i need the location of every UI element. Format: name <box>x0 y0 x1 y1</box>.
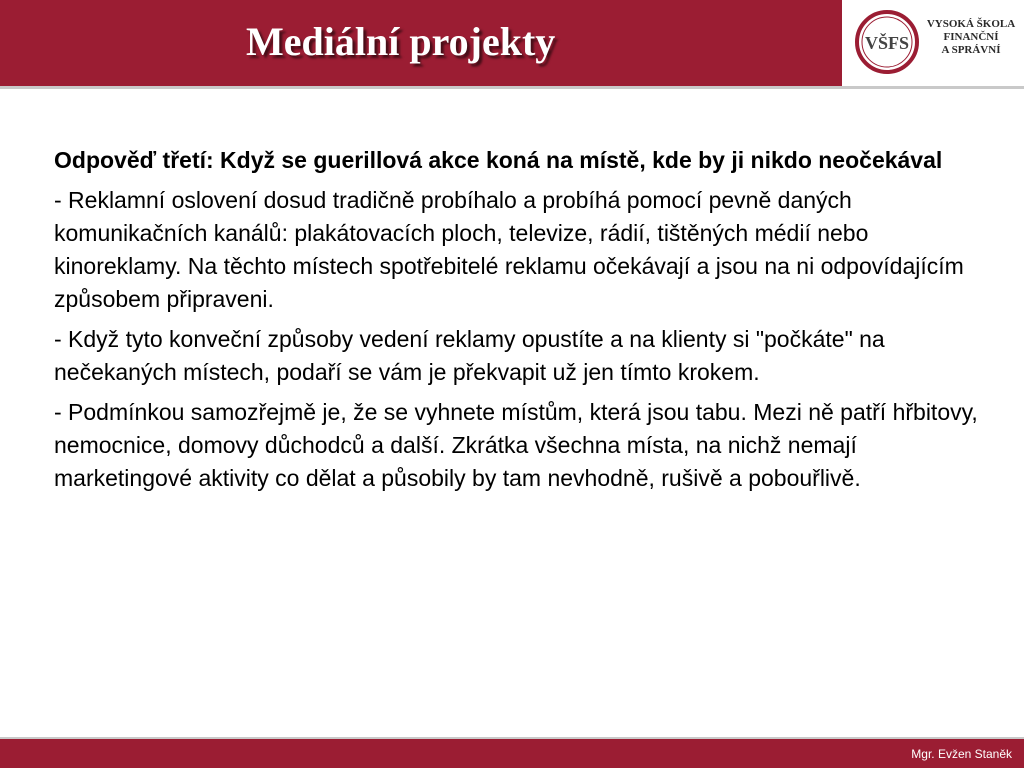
school-logo <box>842 0 1024 86</box>
header-divider <box>0 86 1024 89</box>
logo-wordmark <box>922 18 1020 57</box>
body-paragraph: - Když tyto konveční způsoby vedení reklamy opustíte a na klienty si "počkáte" na nečekaných místech, podaří se vám je překvapit už jen tímto krokem. <box>54 326 885 385</box>
author-name: Mgr. Evžen Staněk <box>911 747 1012 761</box>
answer-heading: Odpověď třetí: Když se guerillová akce koná na místě, kde by ji nikdo neočekával <box>54 147 943 173</box>
body-paragraph: - Podmínkou samozřejmě je, že se vyhnete místům, která jsou tabu. Mezi ně patří hřbitovy, nemocnice, domovy důchodců a další. Zkrátka všechna místa, na nichž nemají marketingové aktivity co dělat a působily by tam nevhodně, rušivě a pobouřlivě. <box>54 399 978 491</box>
logo-line: FINANČNÍ <box>943 31 999 43</box>
header-bar <box>0 0 842 86</box>
logo-initials: VŠFS <box>864 33 910 53</box>
logo-line: VYSOKÁ ŠKOLA <box>926 18 1016 30</box>
vsfs-logo-icon <box>854 9 920 75</box>
slide-title: Mediální projekty <box>246 19 556 64</box>
footer-bar <box>0 739 1024 768</box>
logo-line: A SPRÁVNÍ <box>941 44 1001 56</box>
slide-body <box>54 144 984 502</box>
body-paragraph: - Reklamní oslovení dosud tradičně probíhalo a probíhá pomocí pevně daných komunikačních kanálů: plakátovacích ploch, televize, rádií, tištěných médií nebo kinoreklamy. Na těchto místech spotřebitelé reklamu očekávají a jsou na ni odpovídajícím způsobem připraveni. <box>54 187 964 312</box>
